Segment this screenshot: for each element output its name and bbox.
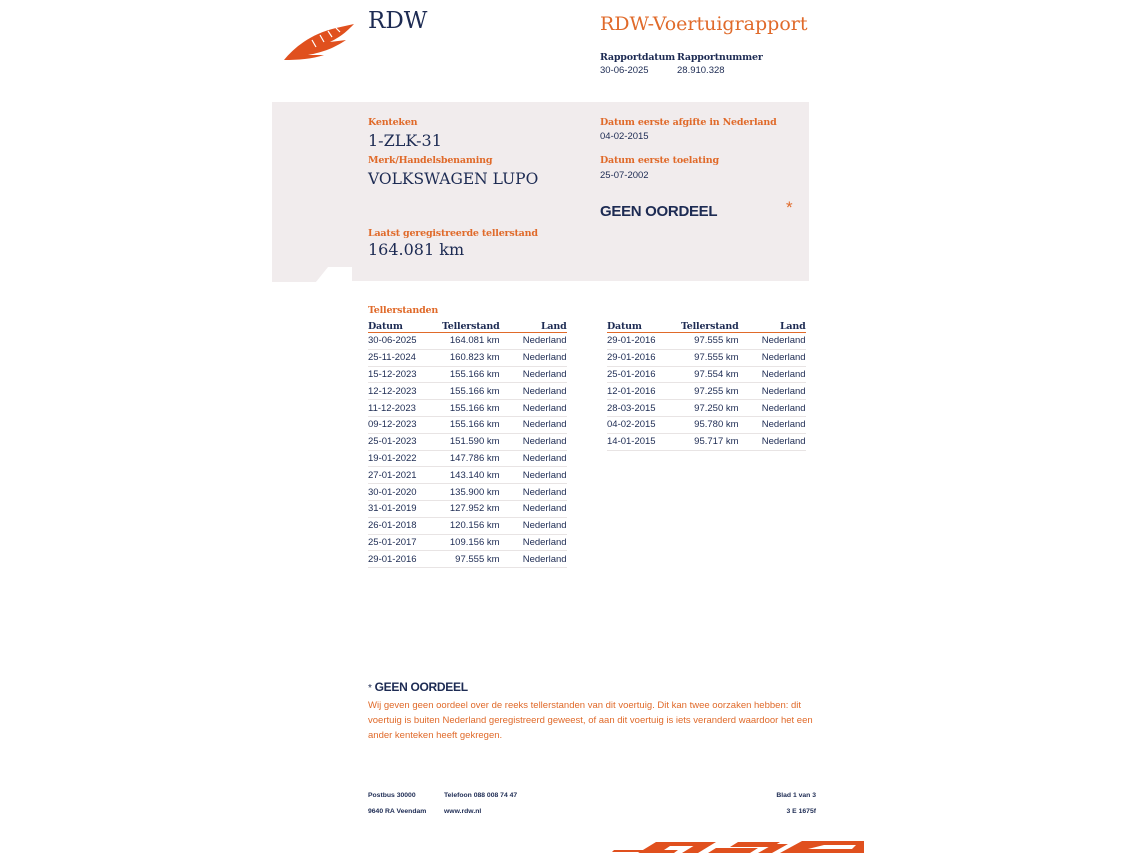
report-title: RDW-Voertuigrapport <box>600 13 808 35</box>
cell-datum: 12-12-2023 <box>368 383 442 400</box>
verdict-text: GEEN OORDEEL <box>600 203 718 220</box>
column-header-datum: Datum <box>368 320 442 333</box>
cell-datum: 25-01-2017 <box>368 534 442 551</box>
column-header-land: Land <box>739 320 806 333</box>
cell-land: Nederland <box>500 450 567 467</box>
cell-datum: 27-01-2021 <box>368 467 442 484</box>
table-row <box>607 400 806 417</box>
cell-tellerstand: 95.717 km <box>681 433 739 450</box>
cell-tellerstand: 97.250 km <box>681 400 739 417</box>
rapportdatum-label: Rapportdatum <box>600 52 676 63</box>
merk-value: VOLKSWAGEN LUPO <box>368 170 539 188</box>
cell-datum: 30-06-2025 <box>368 333 442 350</box>
cell-land: Nederland <box>739 366 806 383</box>
cell-land: Nederland <box>500 517 567 534</box>
cell-datum: 29-01-2016 <box>607 349 681 366</box>
column-header-land: Land <box>500 320 567 333</box>
table-row <box>368 416 567 433</box>
readings-table-left <box>368 320 567 568</box>
table-row <box>368 467 567 484</box>
cell-land: Nederland <box>739 383 806 400</box>
laatste-tellerstand-label: Laatst geregistreerde tellerstand <box>368 228 538 239</box>
merk-label: Merk/Handelsbenaming <box>368 155 493 166</box>
cell-tellerstand: 164.081 km <box>442 333 500 350</box>
cell-datum: 26-01-2018 <box>368 517 442 534</box>
cell-tellerstand: 127.952 km <box>442 500 500 517</box>
cell-tellerstand: 95.780 km <box>681 416 739 433</box>
footnote-text: Wij geven geen oordeel over de reeks tellerstanden van dit voertuig. Dit kan twee oorzaken hebben: dit voertuig is buiten Nederland geregistreerd geweest, of aan dit voertuig is iets veranderd waardoor het een ander kenteken heeft gekregen. <box>368 700 813 741</box>
cell-tellerstand: 97.555 km <box>442 551 500 568</box>
table-row <box>607 333 806 350</box>
table-row <box>607 433 806 450</box>
footer-postbus: Postbus 30000 <box>368 792 416 799</box>
cell-datum: 09-12-2023 <box>368 416 442 433</box>
kenteken-value: 1-ZLK-31 <box>368 131 442 150</box>
brand-name: RDW <box>368 8 428 34</box>
cell-land: Nederland <box>500 484 567 501</box>
column-header-tellerstand: Tellerstand <box>442 320 500 332</box>
eerste-toelating-label: Datum eerste toelating <box>600 155 719 166</box>
table-row <box>368 450 567 467</box>
tellerstanden-title: Tellerstanden <box>368 305 439 316</box>
cell-tellerstand: 155.166 km <box>442 416 500 433</box>
cell-land: Nederland <box>500 551 567 568</box>
cell-datum: 30-01-2020 <box>368 484 442 501</box>
vehicle-summary-panel <box>272 102 809 281</box>
table-row <box>368 534 567 551</box>
cell-land: Nederland <box>739 416 806 433</box>
cell-tellerstand: 160.823 km <box>442 349 500 366</box>
cell-land: Nederland <box>739 433 806 450</box>
table-row <box>368 333 567 350</box>
cell-datum: 28-03-2015 <box>607 400 681 417</box>
footnote-star: * <box>368 683 372 694</box>
table-row <box>368 383 567 400</box>
footer-address: 9640 RA Veendam <box>368 808 427 815</box>
cell-datum: 31-01-2019 <box>368 500 442 517</box>
laatste-tellerstand-value: 164.081 km <box>368 240 465 259</box>
table-header-row <box>368 320 567 333</box>
cell-datum: 29-01-2016 <box>368 551 442 568</box>
table-row <box>368 400 567 417</box>
cell-land: Nederland <box>739 400 806 417</box>
cell-datum: 25-01-2023 <box>368 433 442 450</box>
cell-datum: 15-12-2023 <box>368 366 442 383</box>
rapportdatum-value: 30-06-2025 <box>600 65 649 76</box>
table-row <box>607 366 806 383</box>
table-row <box>368 349 567 366</box>
cell-datum: 12-01-2016 <box>607 383 681 400</box>
cell-tellerstand: 120.156 km <box>442 517 500 534</box>
cell-land: Nederland <box>500 366 567 383</box>
cell-land: Nederland <box>500 467 567 484</box>
cell-land: Nederland <box>739 349 806 366</box>
table-row <box>368 366 567 383</box>
table-row <box>607 416 806 433</box>
rapportnummer-value: 28.910.328 <box>677 65 725 76</box>
cell-datum: 19-01-2022 <box>368 450 442 467</box>
cell-land: Nederland <box>500 500 567 517</box>
footer-page-number: Blad 1 van 3 <box>776 792 816 799</box>
rapportnummer-label: Rapportnummer <box>677 52 763 63</box>
cell-tellerstand: 135.900 km <box>442 484 500 501</box>
cell-land: Nederland <box>500 534 567 551</box>
cell-land: Nederland <box>500 433 567 450</box>
table-row <box>368 484 567 501</box>
cell-datum: 14-01-2015 <box>607 433 681 450</box>
eerste-afgifte-value: 04-02-2015 <box>600 131 649 142</box>
column-header-datum: Datum <box>607 320 681 333</box>
cell-datum: 11-12-2023 <box>368 400 442 417</box>
footer-document-code: 3 E 1675f <box>786 808 816 815</box>
table-row <box>368 517 567 534</box>
cell-tellerstand: 97.554 km <box>681 366 739 383</box>
table-row <box>368 500 567 517</box>
footer-telefoon: Telefoon 088 008 74 47 <box>444 792 518 799</box>
eerste-afgifte-label: Datum eerste afgifte in Nederland <box>600 117 777 128</box>
cell-tellerstand: 155.166 km <box>442 366 500 383</box>
cell-land: Nederland <box>500 400 567 417</box>
cell-tellerstand: 155.166 km <box>442 400 500 417</box>
cell-land: Nederland <box>500 383 567 400</box>
footer-website: www.rdw.nl <box>444 808 482 815</box>
cell-datum: 25-01-2016 <box>607 366 681 383</box>
verdict-footnote-star: * <box>786 198 793 217</box>
cell-datum: 25-11-2024 <box>368 349 442 366</box>
readings-table-right <box>607 320 806 451</box>
cell-land: Nederland <box>500 333 567 350</box>
cell-tellerstand: 155.166 km <box>442 383 500 400</box>
cell-tellerstand: 97.555 km <box>681 349 739 366</box>
eerste-toelating-value: 25-07-2002 <box>600 170 649 181</box>
kenteken-label: Kenteken <box>368 117 418 128</box>
column-header-tellerstand: Tellerstand <box>681 320 739 332</box>
cell-land: Nederland <box>739 333 806 350</box>
footer-stripes-decoration-icon <box>612 838 864 853</box>
table-row <box>368 551 567 568</box>
cell-land: Nederland <box>500 349 567 366</box>
cell-tellerstand: 97.255 km <box>681 383 739 400</box>
footnote-title-text: GEEN OORDEEL <box>374 680 468 694</box>
cell-tellerstand: 97.555 km <box>681 333 739 350</box>
cell-tellerstand: 143.140 km <box>442 467 500 484</box>
table-row <box>368 433 567 450</box>
cell-land: Nederland <box>500 416 567 433</box>
footnote-title <box>368 680 468 694</box>
table-header-row <box>607 320 806 333</box>
panel-notch-shape <box>272 266 352 282</box>
cell-tellerstand: 151.590 km <box>442 433 500 450</box>
table-row <box>607 383 806 400</box>
rdw-logo-icon <box>284 22 358 62</box>
cell-datum: 29-01-2016 <box>607 333 681 350</box>
cell-datum: 04-02-2015 <box>607 416 681 433</box>
cell-tellerstand: 147.786 km <box>442 450 500 467</box>
table-row <box>607 349 806 366</box>
cell-tellerstand: 109.156 km <box>442 534 500 551</box>
